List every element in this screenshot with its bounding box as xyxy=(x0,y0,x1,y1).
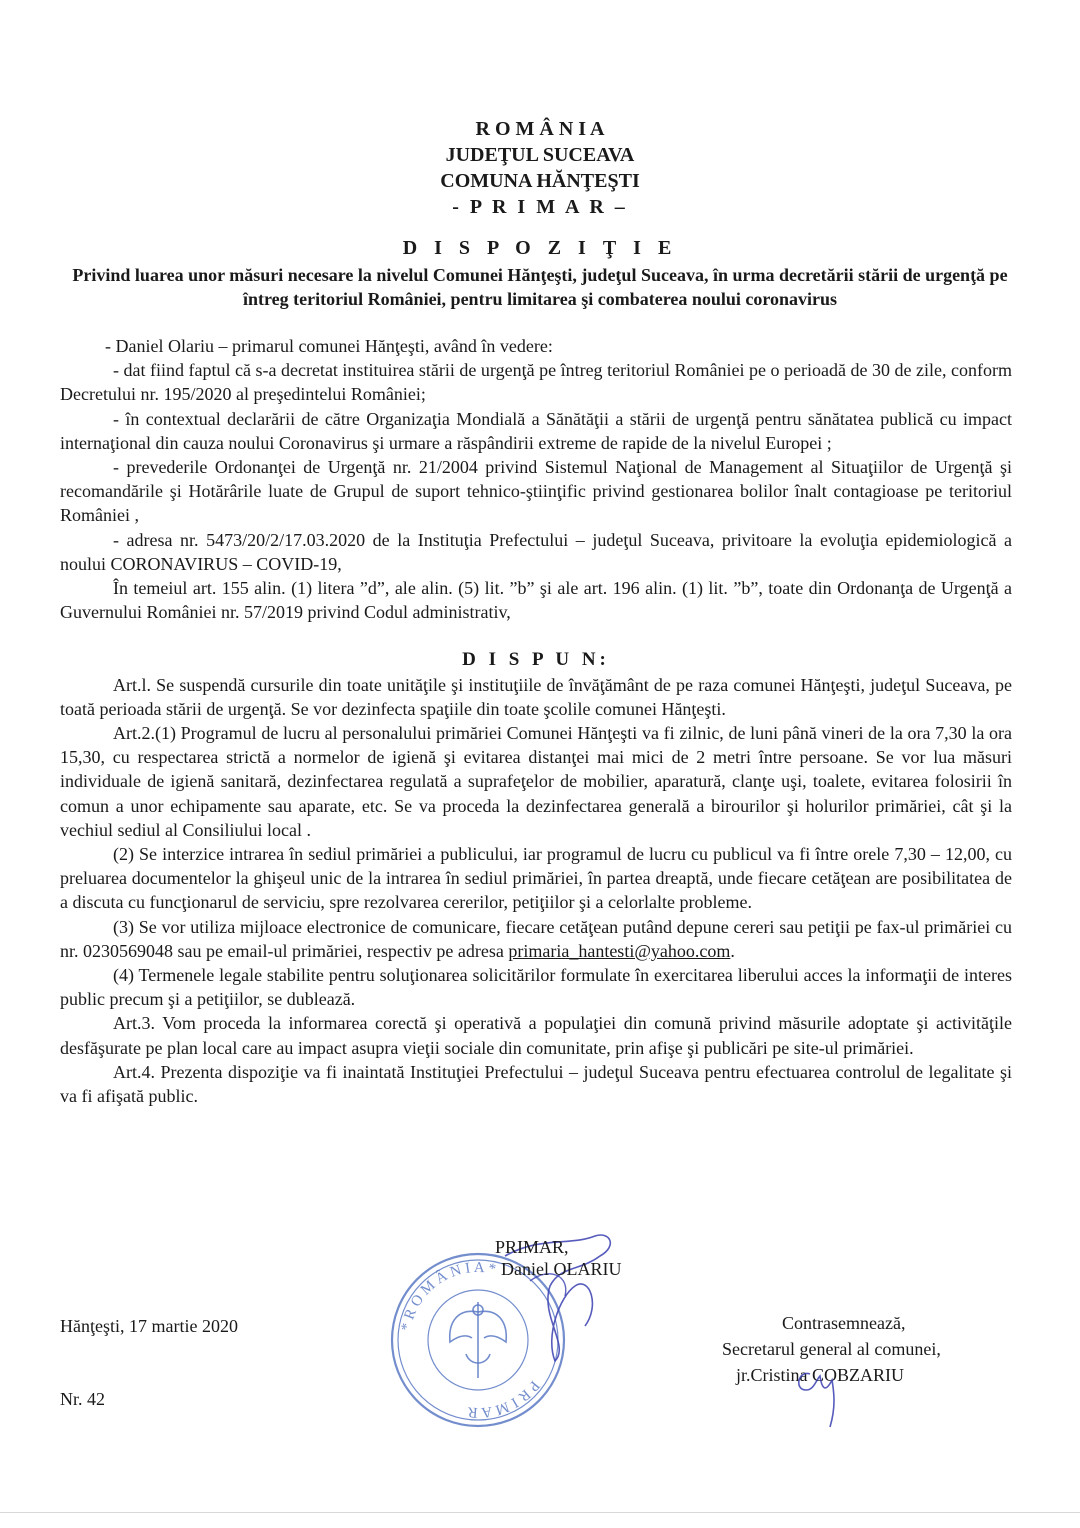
page-edge-line xyxy=(0,1512,1080,1513)
document-title: D I S P O Z I Ţ I E xyxy=(402,237,678,259)
preamble-line: - dat fiind faptul că s-a decretat instituirea stării de urgenţă pe întreg teritoriul României pe o perioadă de 30 de zile, conform Decretului nr. 195/2020 al preşedintelui României; xyxy=(60,360,1012,405)
mayor-signature-block xyxy=(495,1236,621,1280)
svg-text:P R I M A R: P R I M A R xyxy=(467,1377,543,1421)
article-4: Art.4. Prezenta dispoziţie va fi inaintată Instituţiei Prefectului – judeţul Suceava pentru efectuarea controlul de legalitate şi va fi afişată public. xyxy=(60,1061,1012,1107)
document-header xyxy=(0,116,1080,220)
article-2-paragraph-3 xyxy=(60,915,1012,963)
header-office: - P R I M A R – xyxy=(452,196,628,218)
email-link[interactable]: primaria_hantesti@yahoo.com xyxy=(508,940,731,961)
header-commune: COMUNA HĂNŢEŞTI xyxy=(440,170,640,192)
preamble-line: - prevederile Ordonanţei de Urgenţă nr. 21/2004 privind Sistemul Naţional de Management al Situaţiilor de Urgenţă şi recomandările şi Hotărârile luate de Grupul de suport tehnico-ştiinţific privind gestionarea bolilor înalt contagioase pe teritoriul României , xyxy=(60,457,1012,526)
article-2-paragraph-2: (2) Se interzice intrarea în sediul primăriei a publicului, iar programul de lucru cu publicul va fi între orele 7,30 – 12,00, cu preluarea documentelor la ghişeul unic de la intrarea în sediul primăriei, în partea dreaptă, unde fiecare cetăţean are posibilitatea de a discuta cu funcţionarul de serviciu, spre rezolvarea cererilor, petiţiilor şi a celorlalte probleme. xyxy=(60,844,1012,913)
svg-text:* R O M Â N I A *: * R O M Â N I A * xyxy=(398,1259,498,1333)
place-date: Hănţeşti, 17 martie 2020 xyxy=(60,1316,238,1336)
preamble-line: - în contextual declarării de către Organizaţia Mondială a Sănătăţii a stării de urgenţă pentru sănătatea publică cu impact internaţional din cauza noului Coronavirus şi urmare a răspândirii extreme de rapide de la nivelul Europei ; xyxy=(60,408,1012,453)
mayor-role: PRIMAR, xyxy=(495,1237,569,1257)
article-2-paragraph-4: (4) Termenele legale stabilite pentru soluţionarea solicitărilor formulate în exercitarea liberului acces la informaţii de interes public precum şi a petiţiilor, se dublează. xyxy=(60,965,1012,1010)
article-1: Art.l. Se suspendă cursurile din toate unităţile şi instituţiile de învăţământ de pe raza comunei Hănţeşti, judeţul Suceava, pe toată perioada stării de urgenţă. Se vor dezinfecta spaţiile din toate şcolile comunei Hănţeşti. xyxy=(60,674,1012,719)
header-country: R O M Â N I A xyxy=(475,118,605,140)
article-3: Art.3. Vom proceda la informarea corectă şi operativă a populaţiei din comună privind măsurile adoptate şi activităţile desfăşurate pe plan local care au impact asupra vieţii sociale din comunitate, prin afişe şi publicări pe site-ul primăriei. xyxy=(60,1013,1012,1058)
secretary-name: jr.Cristina COBZARIU xyxy=(736,1365,905,1385)
email-end: . xyxy=(730,940,735,961)
dispun-heading: D I S P U N: xyxy=(462,649,610,671)
preamble-line: - adresa nr. 5473/20/2/17.03.2020 de la Instituţia Prefectului – judeţul Suceava, privitoare la evoluţia epidemiologică a noului CORONAVIRUS – COVID-19, xyxy=(60,529,1012,574)
document-body xyxy=(60,334,1012,1108)
secretary-signature xyxy=(790,1362,850,1432)
preamble-line: În temeiul art. 155 alin. (1) litera ”d”, ale alin. (5) lit. ”b” şi ale art. 196 alin. (1) lit. ”b”, toate din Ordonanţa de Urgenţă a Guvernului României nr. 57/2019 privind Codul administrativ, xyxy=(60,578,1012,623)
document-subtitle: Privind luarea unor măsuri necesare la nivelul Comunei Hănţeşti, judeţul Suceava, în urma decretării stării de urgenţă pe întreg teritoriul României, pentru limitarea şi combaterea noului coronavirus xyxy=(72,265,1008,309)
document-number: Nr. 42 xyxy=(60,1389,105,1409)
preamble-line: - Daniel Olariu – primarul comunei Hănţeşti, având în vedere: xyxy=(105,336,553,356)
article-2-paragraph-1: Art.2.(1) Programul de lucru al personalului primăriei Comunei Hănţeşti va fi zilnic, de luni până vineri de la ora 7,30 la ora 15,30, cu respectarea strictă a normelor de igienă şi evitarea distanţei mai mici de 2 metri între persoane. Se vor lua măsuri individuale de igienă sanitară, dezinfectarea regulată a suprafeţelor de mobilier, aparatură, clanţe uşi, toalete, evitarea folosirii în comun a unor echipamente sau aparate, etc. Se va proceda la dezinfectarea generală a birourilor şi holurilor primăriei, cât şi la vechiul sediul al Consiliului local . xyxy=(60,723,1012,840)
countersign-label: Contrasemnează, xyxy=(782,1313,906,1333)
title-block xyxy=(0,235,1080,311)
article-2-paragraph-3-text: (3) Se vor utiliza mijloace electronice de comunicare, fiecare cetăţean putând depune cereri sau petiţii pe fax-ul primăriei cu nr. 0230569048 sau pe email-ul primăriei, respectiv pe adresa xyxy=(60,916,1012,961)
mayor-name: Daniel OLARIU xyxy=(501,1259,622,1279)
secretary-title: Secretarul general al comunei, xyxy=(722,1339,941,1359)
header-county: JUDEŢUL SUCEAVA xyxy=(445,144,635,166)
